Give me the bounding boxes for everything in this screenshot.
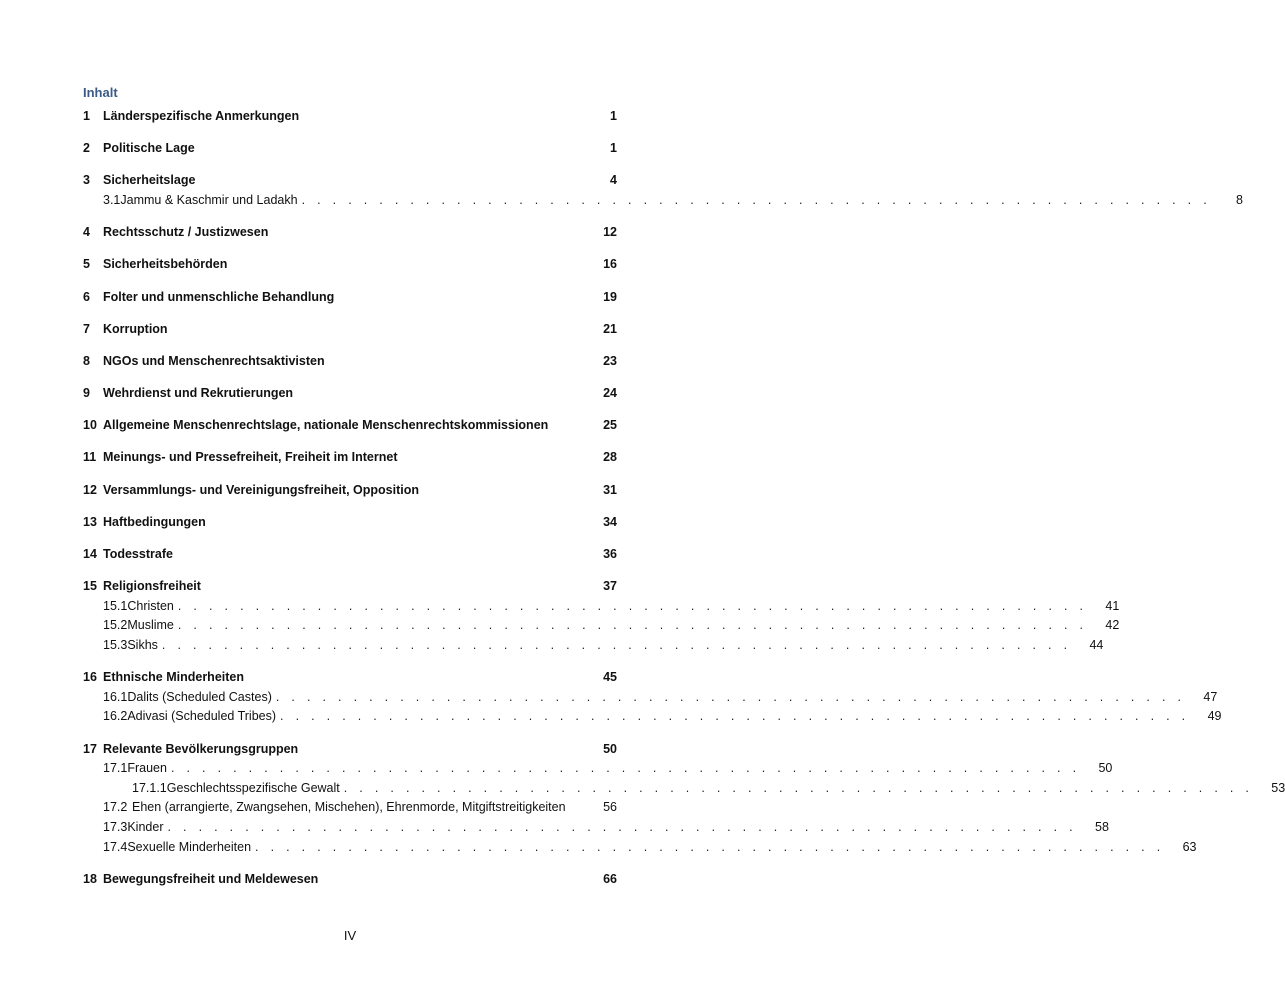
toc-entry-page: 44: [1089, 638, 1104, 652]
toc-entry-number: 7: [83, 321, 90, 336]
toc-subsection-entry[interactable]: [83, 818, 1109, 838]
dot-leader: . . . . . . . . . . . . . . . . . . . . . . . . . . . . . . . . . . . . . . . . . . . . . . . . . . . . . . . . . . .: [343, 780, 1254, 795]
toc-entry-page: 34: [603, 514, 617, 529]
dot-leader: . . . . . . . . . . . . . . . . . . . . . . . . . . . . . . . . . . . . . . . . . . . . . . . . . . . . . . . . . . .: [167, 819, 1077, 834]
toc-entry-number: 10: [83, 418, 97, 433]
toc-entry-title: Sexuelle Minderheiten: [127, 839, 252, 854]
toc-heading: Inhalt: [83, 85, 118, 100]
toc-entry-number: 16: [83, 670, 97, 685]
table-of-contents: [83, 107, 1285, 889]
toc-entry-title: Muslime: [127, 618, 174, 633]
toc-chapter-entry[interactable]: [83, 107, 617, 127]
toc-chapter-entry[interactable]: [83, 288, 617, 308]
toc-entry-number: 16.2: [103, 709, 128, 724]
page-number: IV: [343, 928, 357, 943]
dot-leader: . . . . . . . . . . . . . . . . . . . . . . . . . . . . . . . . . . . . . . . . . . . . . . . . . . . . . . . . . . .: [275, 689, 1186, 704]
toc-section: [83, 870, 617, 890]
toc-entry-number: 17: [83, 741, 97, 756]
toc-section: [83, 320, 617, 340]
toc-subsection-entry[interactable]: [83, 838, 1197, 858]
dot-leader: . . . . . . . . . . . . . . . . . . . . . . . . . . . . . . . . . . . . . . . . . . . . . . . . . . . . . . . . . . .: [255, 839, 1165, 854]
toc-subsection-entry[interactable]: [83, 798, 617, 818]
toc-entry-page: 1: [610, 109, 617, 123]
toc-entry-title: Allgemeine Menschenrechtslage, nationale Menschenrechtskommissionen: [103, 418, 549, 433]
toc-chapter-entry[interactable]: [83, 171, 617, 191]
toc-entry-title: Länderspezifische Anmerkungen: [103, 109, 300, 123]
toc-entry-page: 41: [1105, 598, 1120, 613]
toc-entry-title: Korruption: [103, 321, 168, 336]
toc-subsection-entry[interactable]: [83, 688, 1218, 708]
toc-section: [83, 139, 617, 159]
toc-section: [83, 448, 617, 468]
toc-entry-number: 1: [83, 109, 90, 123]
toc-subsection-entry[interactable]: [83, 636, 1104, 656]
toc-chapter-entry[interactable]: [83, 352, 617, 372]
toc-section: [83, 577, 1120, 655]
dot-leader: . . . . . . . . . . . . . . . . . . . . . . . . . . . . . . . . . . . . . . . . . . . . . . . . . . . . . . . . . . .: [301, 192, 1211, 207]
toc-entry-page: 53: [1271, 780, 1285, 795]
toc-entry-number: 9: [83, 386, 90, 401]
dot-leader: . . . . . . . . . . . . . . . . . . . . . . . . . . . . . . . . . . . . . . . . . . . . . . . . . . . . . . . . . . .: [161, 638, 1072, 652]
toc-entry-title: NGOs und Menschenrechtsaktivisten: [103, 353, 325, 368]
toc-entry-title: Relevante Bevölkerungsgruppen: [103, 741, 299, 756]
toc-entry-page: 63: [1182, 839, 1197, 854]
toc-section: [83, 352, 617, 372]
toc-entry-number: 17.4: [103, 839, 128, 854]
toc-entry-number: 15.2: [103, 618, 128, 633]
toc-chapter-entry[interactable]: [83, 448, 617, 468]
toc-chapter-entry[interactable]: [83, 223, 617, 243]
toc-entry-title: Wehrdienst und Rekrutierungen: [103, 386, 294, 401]
toc-subsection-entry[interactable]: [83, 616, 1120, 636]
toc-chapter-entry[interactable]: [83, 320, 617, 340]
toc-entry-title: Religionsfreiheit: [103, 579, 201, 594]
toc-chapter-entry[interactable]: [83, 384, 617, 404]
dot-leader: . . . . . . . . . . . . . . . . . . . . . . . . . . . . . . . . . . . . . . . . . . . . . . . . . . . . . . . . . . .: [170, 761, 1081, 776]
toc-entry-title: Meinungs- und Pressefreiheit, Freiheit im Internet: [103, 450, 398, 465]
toc-entry-number: 15.3: [103, 638, 128, 652]
toc-entry-page: 23: [603, 353, 617, 368]
toc-chapter-entry[interactable]: [83, 255, 617, 275]
toc-subsection-entry[interactable]: [83, 597, 1120, 617]
toc-entry-number: 3: [83, 173, 90, 188]
toc-subsubsection-entry[interactable]: [83, 779, 1285, 799]
toc-section: [83, 288, 617, 308]
toc-entry-title: Bewegungsfreiheit und Meldewesen: [103, 871, 319, 886]
toc-chapter-entry[interactable]: [83, 577, 617, 597]
toc-section: [83, 481, 617, 501]
toc-entry-title: Ehen (arrangierte, Zwangsehen, Mischehen), Ehrenmorde, Mitgiftstreitigkeiten: [132, 800, 566, 815]
toc-entry-number: 17.3: [103, 819, 128, 834]
dot-leader: . . . . . . . . . . . . . . . . . . . . . . . . . . . . . . . . . . . . . . . . . . . . . . . . . . . . . . . . . . .: [177, 598, 1088, 613]
toc-entry-number: 15.1: [103, 598, 128, 613]
toc-entry-number: 6: [83, 289, 90, 304]
toc-entry-page: 28: [603, 450, 617, 465]
toc-entry-page: 21: [603, 321, 617, 336]
toc-entry-page: 42: [1105, 618, 1120, 633]
toc-entry-page: 66: [603, 871, 617, 886]
toc-entry-title: Politische Lage: [103, 141, 195, 156]
toc-chapter-entry[interactable]: [83, 545, 617, 565]
toc-entry-number: 3.1: [103, 192, 121, 207]
toc-entry-page: 25: [603, 418, 617, 433]
toc-entry-page: 12: [603, 225, 617, 240]
toc-entry-title: Todesstrafe: [103, 547, 173, 562]
toc-entry-number: 18: [83, 871, 97, 886]
toc-entry-number: 11: [83, 450, 97, 465]
toc-entry-title: Rechtsschutz / Justizwesen: [103, 225, 269, 240]
toc-entry-number: 17.1.1: [132, 780, 167, 795]
toc-chapter-entry[interactable]: [83, 870, 617, 890]
toc-section: [83, 223, 617, 243]
toc-entry-title: Geschlechtsspezifische Gewalt: [166, 780, 340, 795]
toc-entry-number: 8: [83, 353, 90, 368]
toc-entry-title: Dalits (Scheduled Castes): [127, 689, 272, 704]
toc-section: [83, 545, 617, 565]
toc-entry-title: Haftbedingungen: [103, 514, 206, 529]
toc-entry-page: 50: [1098, 761, 1113, 776]
toc-entry-page: 31: [603, 482, 617, 497]
toc-entry-number: 16.1: [103, 689, 128, 704]
toc-entry-page: 24: [603, 386, 617, 401]
toc-entry-title: Sikhs: [127, 638, 158, 652]
toc-entry-page: 47: [1203, 689, 1218, 704]
toc-chapter-entry[interactable]: [83, 668, 617, 688]
toc-chapter-entry[interactable]: [83, 416, 617, 436]
toc-section: [83, 107, 617, 127]
toc-subsection-entry[interactable]: [83, 759, 1113, 779]
toc-entry-title: Sicherheitslage: [103, 173, 196, 188]
toc-chapter-entry[interactable]: [83, 740, 617, 760]
toc-entry-number: 5: [83, 257, 90, 272]
toc-entry-number: 12: [83, 482, 97, 497]
toc-entry-number: 17.2: [103, 800, 128, 815]
toc-entry-page: 1: [610, 141, 617, 156]
toc-entry-page: 8: [1236, 192, 1243, 207]
dot-leader: . . . . . . . . . . . . . . . . . . . . . . . . . . . . . . . . . . . . . . . . . . . . . . . . . . . . . . . . . . .: [280, 709, 1190, 724]
toc-entry-title: Christen: [127, 598, 174, 613]
dot-leader: . . . . . . . . . . . . . . . . . . . . . . . . . . . . . . . . . . . . . . . . . . . . . . . . . . . . . . . . . . .: [177, 618, 1088, 633]
toc-chapter-entry[interactable]: [83, 481, 617, 501]
toc-entry-title: Folter und unmenschliche Behandlung: [103, 289, 335, 304]
toc-entry-page: 37: [603, 579, 617, 594]
toc-section: [83, 668, 1222, 727]
toc-entry-title: Ethnische Minderheiten: [103, 670, 244, 685]
toc-entry-page: 36: [603, 547, 617, 562]
toc-section: [83, 171, 1243, 210]
toc-entry-title: Frauen: [127, 761, 167, 776]
toc-entry-number: 14: [83, 547, 97, 562]
toc-entry-number: 15: [83, 579, 97, 594]
toc-section: [83, 513, 617, 533]
toc-section: [83, 255, 617, 275]
toc-entry-page: 56: [603, 800, 617, 815]
toc-entry-title: Adivasi (Scheduled Tribes): [127, 709, 277, 724]
toc-page: [83, 84, 1285, 902]
toc-entry-number: 4: [83, 225, 90, 240]
toc-entry-title: Jammu & Kaschmir und Ladakh: [120, 192, 298, 207]
toc-entry-page: 49: [1207, 709, 1222, 724]
toc-entry-page: 45: [603, 670, 617, 685]
toc-section: [83, 416, 617, 436]
toc-entry-page: 58: [1095, 819, 1109, 834]
toc-entry-number: 13: [83, 514, 97, 529]
toc-entry-page: 50: [603, 741, 617, 756]
toc-entry-page: 16: [603, 257, 617, 272]
toc-chapter-entry[interactable]: [83, 139, 617, 159]
toc-entry-page: 19: [603, 289, 617, 304]
toc-subsection-entry[interactable]: [83, 191, 1243, 211]
toc-entry-title: Versammlungs- und Vereinigungsfreiheit, Opposition: [103, 482, 420, 497]
toc-entry-number: 17.1: [103, 761, 128, 776]
toc-entry-title: Kinder: [127, 819, 164, 834]
toc-section: [83, 740, 1285, 858]
toc-entry-number: 2: [83, 141, 90, 156]
toc-chapter-entry[interactable]: [83, 513, 617, 533]
toc-subsection-entry[interactable]: [83, 707, 1222, 727]
toc-entry-page: 4: [610, 173, 617, 188]
toc-entry-title: Sicherheitsbehörden: [103, 257, 228, 272]
toc-section: [83, 384, 617, 404]
